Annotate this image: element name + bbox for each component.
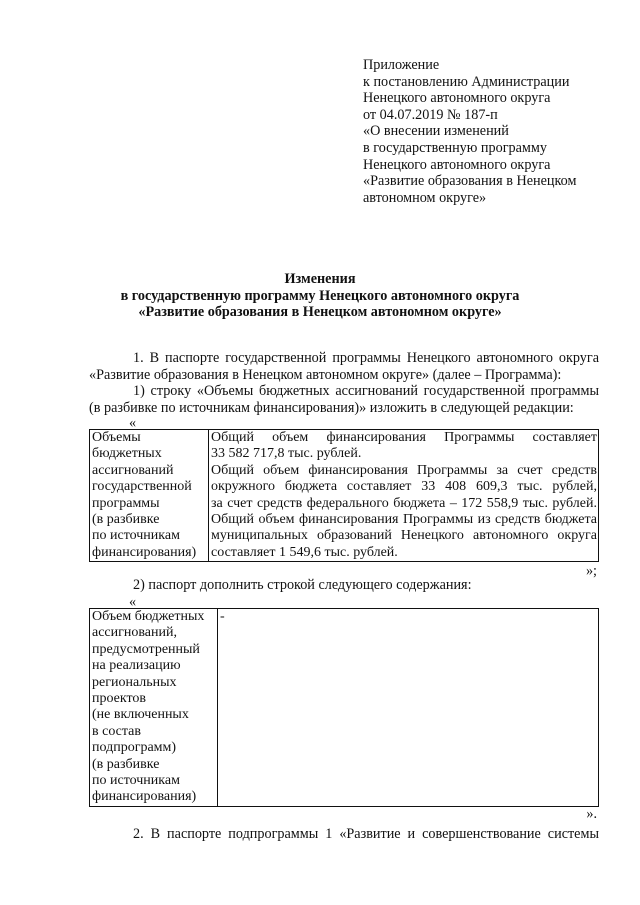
open-quote: « <box>129 415 137 431</box>
title-line: Изменения <box>284 271 356 287</box>
title-line: в государственную программу Ненецкого автономного округа <box>120 287 520 304</box>
header-line: Ненецкого автономного округа <box>363 156 551 173</box>
table-value-cell: - <box>218 609 599 807</box>
header-line: Приложение <box>363 57 440 73</box>
header-line: в государственную программу <box>363 139 547 156</box>
appendix-header <box>363 57 623 206</box>
table-row <box>90 430 599 562</box>
close-quote: ». <box>586 806 597 822</box>
header-line: от 04.07.2019 № 187-п <box>363 106 498 123</box>
header-line: к постановлению Администрации <box>363 73 570 90</box>
header-line: автономном округе» <box>363 189 487 206</box>
header-line: Ненецкого автономного округа <box>363 90 551 107</box>
title-line: «Развитие образования в Ненецком автономном округе» <box>138 304 502 321</box>
table-label-cell: Объемы бюджетных ассигнований государственной программы (в разбивке по источникам финансирования) <box>90 430 209 562</box>
paragraph-1: 1. В паспорте государственной программы Ненецкого автономного округа «Развитие образования в Ненецком автономном округе» (далее – Программа): <box>89 350 599 383</box>
regional-projects-table <box>89 608 599 807</box>
close-quote: »; <box>585 563 597 579</box>
table-value-cell: Общий объем финансирования Программы составляет 33 582 717,8 тыс. рублей. Общий объем финансирования Программы за счет средств окружного бюджета составляет 33 408 609,3 тыс. рублей, за счет средств федерального бюджета – 172 558,9 тыс. рублей. Общий объем финансирования Программы из средств бюджета муниципальных образований Ненецкого автономного округа составляет 1 549,6 тыс. рублей. <box>209 430 599 562</box>
table-row <box>90 609 599 807</box>
paragraph-2: 1) строку «Объемы бюджетных ассигнований государственной программы (в разбивке по источникам финансирования)» изложить в следующей редакции: <box>89 383 599 416</box>
header-line: «О внесении изменений <box>363 123 509 140</box>
paragraph-3: 2) паспорт дополнить строкой следующего содержания: <box>133 577 472 593</box>
paragraph-4: 2. В паспорте подпрограммы 1 «Развитие и совершенствование системы <box>133 826 599 842</box>
document-title <box>0 271 640 321</box>
table-label-cell: Объем бюджетных ассигнований, предусмотренный на реализацию региональных проектов (не включенных в состав подпрограмм) (в разбивке по источникам финансирования) <box>90 609 218 807</box>
open-quote: « <box>129 594 137 610</box>
budget-table <box>89 429 599 562</box>
header-line: «Развитие образования в Ненецком <box>363 173 577 190</box>
